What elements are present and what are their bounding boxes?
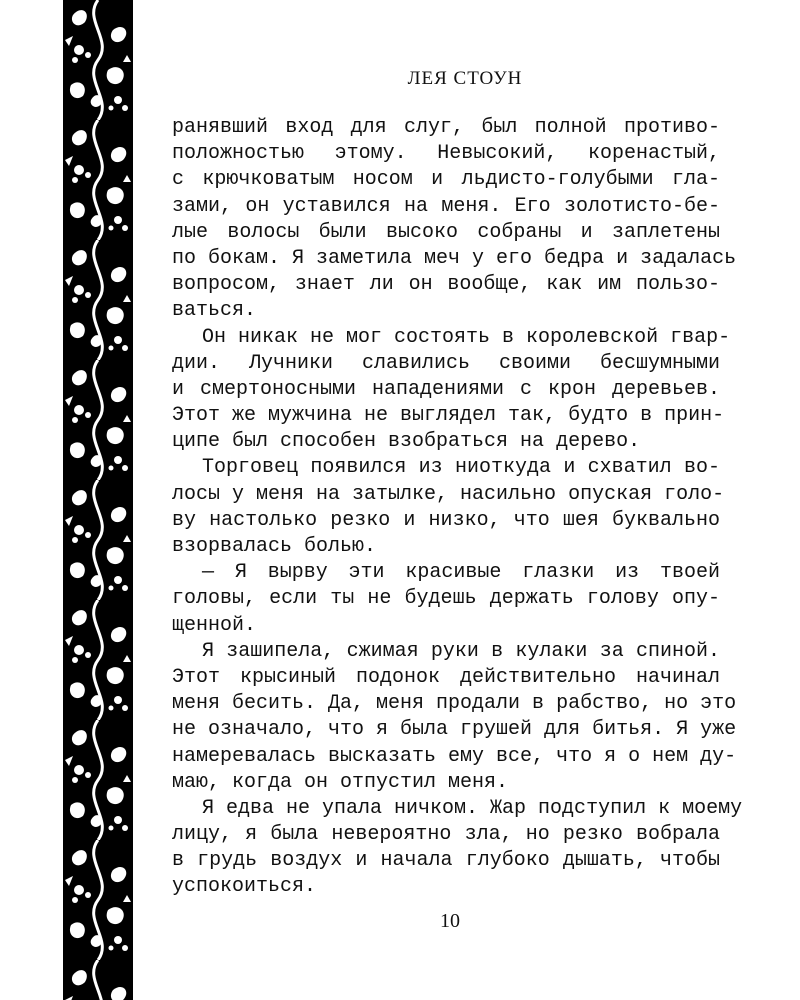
paragraph	[172, 560, 720, 639]
text-line: лосы у меня на затылке, насильно опуская голо-	[172, 482, 725, 506]
body-text	[172, 115, 743, 901]
text-line: Этот же мужчина не выглядел так, будто в прин-	[172, 404, 725, 428]
text-line: ваться.	[172, 299, 257, 323]
text-line: взорвалась болью.	[172, 535, 377, 558]
running-head: ЛЕЯ СТОУН	[407, 68, 523, 89]
text-line: маю, когда он отпустил меня.	[172, 770, 509, 794]
paragraph	[172, 639, 737, 796]
page-number: 10	[440, 910, 460, 932]
text-line: зами, он уставился на меня. Его золотисто-бе-	[172, 194, 720, 218]
text-line: и смертоносными нападениями с крон деревьев.	[172, 377, 720, 401]
text-line: Торговец появился из ниоткуда и схватил во-	[202, 456, 720, 480]
paragraph	[172, 325, 731, 456]
text-line: — Я вырву эти красивые глазки из твоей	[202, 561, 720, 585]
text-line: Я едва не упала ничком. Жар подступил к моему	[202, 796, 743, 820]
text-line: с крючковатым носом и льдисто-голубыми гла-	[172, 168, 720, 192]
text-line: успокоиться.	[172, 875, 317, 899]
text-line: Я зашипела, сжимая руки в кулаки за спиной.	[202, 639, 720, 663]
text-line: меня бесить. Да, меня продали в рабство, но это	[172, 692, 737, 716]
text-line: Он никак не мог состоять в королевской гвар-	[202, 325, 731, 349]
floral-border-ornament	[63, 0, 133, 1000]
text-line: не означало, что я была грушей для битья. Я уже	[172, 718, 737, 742]
text-line: головы, если ты не будешь держать голову опу-	[172, 587, 720, 611]
text-line: ципе был способен взобраться на дерево.	[172, 430, 641, 454]
text-line: в грудь воздух и начала глубоко дышать, чтобы	[172, 849, 720, 873]
text-line: по бокам. Я заметила меч у его бедра и задалась	[172, 246, 737, 270]
paragraph	[172, 115, 737, 325]
text-line: щенной.	[172, 613, 257, 637]
text-line: ву настолько резко и низко, что шея буквально	[172, 508, 720, 532]
text-line: положностью этому. Невысокий, коренастый,	[172, 142, 720, 166]
text-line: дии. Лучники славились своими бесшумными	[172, 351, 720, 375]
text-line: вопросом, знает ли он вообще, как им пользо-	[172, 273, 720, 297]
text-line: намеревалась высказать ему все, что я о нем ду-	[172, 744, 737, 768]
paragraph	[172, 796, 743, 901]
text-line: лицу, я была невероятно зла, но резко вобрала	[172, 823, 720, 847]
text-line: Этот крысиный подонок действительно начинал	[172, 665, 720, 689]
text-line: лые волосы были высоко собраны и заплетены	[172, 220, 720, 244]
paragraph	[172, 455, 725, 560]
text-line: ранявший вход для слуг, был полной противо-	[172, 116, 720, 139]
